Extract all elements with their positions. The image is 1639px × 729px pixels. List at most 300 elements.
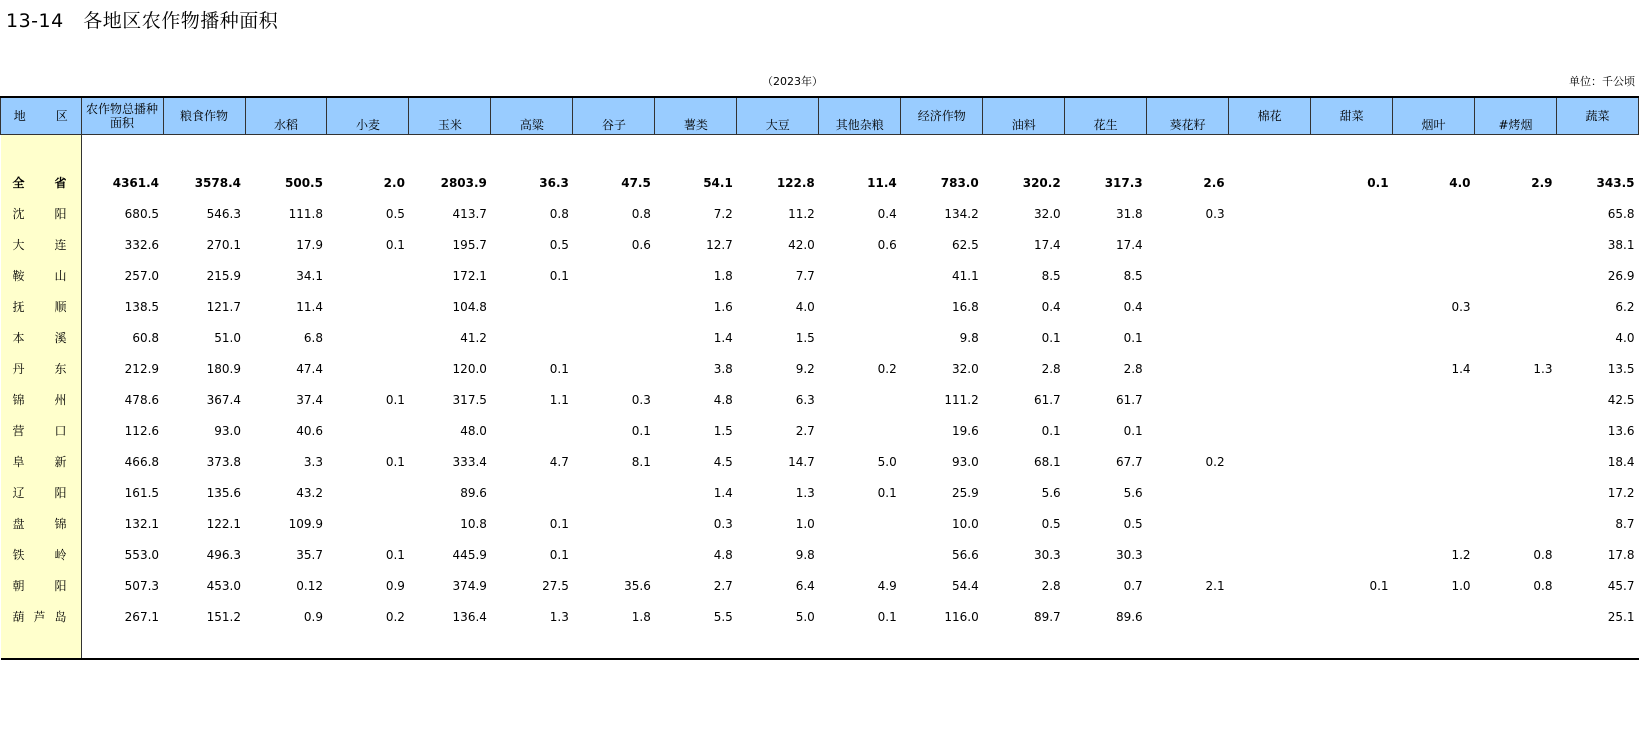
value-cell bbox=[491, 477, 573, 508]
region-char: 连 bbox=[54, 238, 67, 252]
value-cell: 0.4 bbox=[877, 206, 897, 221]
value-cell: 35.7 bbox=[296, 547, 323, 562]
region-cell bbox=[1, 260, 82, 291]
value-cell: 25.1 bbox=[1607, 609, 1635, 624]
value-cell: 2803.9 bbox=[440, 175, 487, 190]
value-cell: 3578.4 bbox=[194, 175, 241, 190]
table-header bbox=[1, 97, 1639, 135]
region-char: 州 bbox=[54, 393, 67, 407]
value-cell: 6.4 bbox=[795, 578, 815, 593]
table-body bbox=[1, 135, 1639, 660]
value-cell: 17.4 bbox=[1033, 237, 1061, 252]
value-cell bbox=[327, 291, 409, 322]
region-char: 鞍 bbox=[12, 269, 25, 283]
value-cell bbox=[1311, 260, 1393, 291]
region-cell bbox=[1, 353, 82, 384]
value-cell: 60.8 bbox=[132, 330, 160, 345]
region-char: 阜 bbox=[12, 455, 25, 469]
value-cell: 8.1 bbox=[631, 454, 651, 469]
header-corn: 玉米 bbox=[409, 116, 491, 135]
value-cell bbox=[1229, 291, 1311, 322]
value-cell: 13.6 bbox=[1607, 423, 1635, 438]
value-cell: 27.5 bbox=[542, 578, 569, 593]
value-cell: 32.0 bbox=[952, 361, 979, 376]
value-cell: 122.1 bbox=[206, 516, 241, 531]
value-cell: 0.1 bbox=[1367, 175, 1389, 190]
header-other-grain: 其他杂粮 bbox=[819, 116, 901, 135]
value-cell: 1.5 bbox=[795, 330, 815, 345]
header-flue-cured: #烤烟 bbox=[1475, 116, 1557, 135]
value-cell: 320.2 bbox=[1022, 175, 1061, 190]
region-cell bbox=[1, 508, 82, 539]
value-cell bbox=[1229, 508, 1311, 539]
value-cell bbox=[1311, 539, 1393, 570]
value-cell bbox=[1311, 291, 1393, 322]
value-cell: 0.6 bbox=[631, 237, 651, 252]
table-row bbox=[1, 446, 1639, 477]
value-cell bbox=[1147, 601, 1229, 632]
value-cell bbox=[1475, 477, 1557, 508]
value-cell: 42.0 bbox=[788, 237, 815, 252]
value-cell: 195.7 bbox=[452, 237, 487, 252]
header-tubers-top bbox=[655, 97, 737, 116]
value-cell: 68.1 bbox=[1033, 454, 1061, 469]
header-wheat: 小麦 bbox=[327, 116, 409, 135]
value-cell: 48.0 bbox=[460, 423, 487, 438]
value-cell bbox=[1475, 601, 1557, 632]
region-cell bbox=[1, 384, 82, 415]
region-cell bbox=[1, 570, 82, 601]
value-cell: 8.5 bbox=[1041, 268, 1061, 283]
region-cell bbox=[1, 632, 82, 659]
value-cell bbox=[1229, 601, 1311, 632]
header-sunflower-top bbox=[1147, 97, 1229, 116]
value-cell: 0.8 bbox=[1533, 578, 1553, 593]
value-cell bbox=[1393, 229, 1475, 260]
table-row bbox=[1, 508, 1639, 539]
region-char: 阳 bbox=[54, 486, 67, 500]
header-corn-top bbox=[409, 97, 491, 116]
value-cell bbox=[1147, 291, 1229, 322]
value-cell: 136.4 bbox=[452, 609, 487, 624]
table-row bbox=[1, 477, 1639, 508]
region-char: 省 bbox=[54, 176, 67, 190]
value-cell: 0.1 bbox=[549, 268, 569, 283]
value-cell: 17.9 bbox=[296, 237, 323, 252]
value-cell: 1.6 bbox=[713, 299, 733, 314]
value-cell: 36.3 bbox=[539, 175, 569, 190]
header-region: 地 区 bbox=[1, 97, 82, 135]
value-cell: 43.2 bbox=[296, 485, 323, 500]
region-cell bbox=[1, 477, 82, 508]
value-cell: 257.0 bbox=[124, 268, 160, 283]
value-cell: 104.8 bbox=[452, 299, 487, 314]
value-cell bbox=[1147, 384, 1229, 415]
header-vegetables: 蔬菜 bbox=[1557, 97, 1639, 135]
value-cell: 1.8 bbox=[631, 609, 651, 624]
value-cell: 4.9 bbox=[877, 578, 897, 593]
header-sorghum: 高粱 bbox=[491, 116, 573, 135]
value-cell: 8.7 bbox=[1615, 516, 1635, 531]
value-cell: 0.3 bbox=[631, 392, 651, 407]
value-cell bbox=[1229, 198, 1311, 229]
header-millet-top bbox=[573, 97, 655, 116]
value-cell bbox=[819, 415, 901, 446]
value-cell bbox=[1311, 384, 1393, 415]
value-cell: 0.1 bbox=[385, 237, 405, 252]
value-cell: 0.12 bbox=[296, 578, 323, 593]
region-char: 锦 bbox=[12, 393, 25, 407]
header-millet: 谷子 bbox=[573, 116, 655, 135]
value-cell bbox=[1393, 198, 1475, 229]
value-cell bbox=[1475, 384, 1557, 415]
region-char: 新 bbox=[54, 455, 67, 469]
value-cell bbox=[1393, 260, 1475, 291]
value-cell: 132.1 bbox=[124, 516, 160, 531]
value-cell: 1.8 bbox=[713, 268, 733, 283]
header-sunflower: 葵花籽 bbox=[1147, 116, 1229, 135]
region-char: 沈 bbox=[12, 207, 25, 221]
value-cell: 61.7 bbox=[1033, 392, 1061, 407]
value-cell: 6.8 bbox=[303, 330, 323, 345]
value-cell: 17.8 bbox=[1607, 547, 1635, 562]
header-grain: 粮食作物 bbox=[163, 97, 245, 135]
value-cell: 180.9 bbox=[206, 361, 241, 376]
value-cell: 4361.4 bbox=[112, 175, 160, 190]
value-cell: 1.5 bbox=[713, 423, 733, 438]
value-cell bbox=[1229, 477, 1311, 508]
value-cell: 19.6 bbox=[952, 423, 979, 438]
value-cell: 553.0 bbox=[124, 547, 160, 562]
value-cell: 1.3 bbox=[549, 609, 569, 624]
value-cell bbox=[819, 539, 901, 570]
region-char: 大 bbox=[12, 238, 25, 252]
value-cell: 161.5 bbox=[124, 485, 160, 500]
value-cell bbox=[1311, 508, 1393, 539]
value-cell: 0.9 bbox=[303, 609, 323, 624]
value-cell: 5.5 bbox=[713, 609, 733, 624]
value-cell bbox=[1147, 229, 1229, 260]
value-cell: 0.1 bbox=[385, 454, 405, 469]
value-cell: 10.8 bbox=[460, 516, 487, 531]
value-cell: 172.1 bbox=[452, 268, 487, 283]
region-cell bbox=[1, 601, 82, 632]
value-cell: 112.6 bbox=[124, 423, 160, 438]
value-cell bbox=[1393, 322, 1475, 353]
value-cell: 8.5 bbox=[1123, 268, 1143, 283]
value-cell bbox=[1311, 446, 1393, 477]
value-cell bbox=[1229, 167, 1311, 198]
region-cell bbox=[1, 446, 82, 477]
region-char: 丹 bbox=[12, 362, 25, 376]
value-cell: 47.5 bbox=[621, 175, 651, 190]
value-cell bbox=[1147, 477, 1229, 508]
value-cell: 61.7 bbox=[1115, 392, 1143, 407]
spacer-row bbox=[1, 135, 1639, 168]
value-cell: 54.4 bbox=[952, 578, 979, 593]
value-cell: 17.2 bbox=[1607, 485, 1635, 500]
value-cell: 466.8 bbox=[124, 454, 160, 469]
value-cell: 0.3 bbox=[713, 516, 733, 531]
value-cell: 1.4 bbox=[713, 330, 733, 345]
region-char: 岭 bbox=[54, 548, 67, 562]
value-cell bbox=[491, 322, 573, 353]
value-cell: 120.0 bbox=[452, 361, 487, 376]
value-cell: 12.7 bbox=[706, 237, 733, 252]
value-cell bbox=[1147, 353, 1229, 384]
value-cell: 89.7 bbox=[1033, 609, 1061, 624]
header-tubers: 薯类 bbox=[655, 116, 737, 135]
value-cell: 37.4 bbox=[296, 392, 323, 407]
value-cell bbox=[1229, 384, 1311, 415]
value-cell: 0.5 bbox=[1041, 516, 1061, 531]
value-cell bbox=[573, 477, 655, 508]
value-cell: 4.5 bbox=[713, 454, 733, 469]
value-cell bbox=[1229, 322, 1311, 353]
value-cell: 138.5 bbox=[124, 299, 160, 314]
table-row bbox=[1, 198, 1639, 229]
table-row bbox=[1, 167, 1639, 198]
header-soybean: 大豆 bbox=[737, 116, 819, 135]
value-cell: 121.7 bbox=[206, 299, 241, 314]
value-cell bbox=[491, 291, 573, 322]
table-row bbox=[1, 601, 1639, 632]
region-char: 盘 bbox=[12, 517, 25, 531]
value-cell bbox=[327, 415, 409, 446]
value-cell bbox=[1393, 601, 1475, 632]
value-cell: 9.2 bbox=[795, 361, 815, 376]
end-cell bbox=[81, 632, 1638, 659]
value-cell: 317.5 bbox=[452, 392, 487, 407]
value-cell: 54.1 bbox=[703, 175, 733, 190]
value-cell: 546.3 bbox=[206, 206, 241, 221]
value-cell: 0.1 bbox=[631, 423, 651, 438]
table-row bbox=[1, 384, 1639, 415]
header-peanut: 花生 bbox=[1065, 116, 1147, 135]
value-cell: 6.2 bbox=[1615, 299, 1635, 314]
year-label: （2023年） bbox=[762, 75, 823, 88]
region-char: 铁 bbox=[12, 548, 25, 562]
value-cell: 0.4 bbox=[1123, 299, 1143, 314]
value-cell: 7.2 bbox=[713, 206, 733, 221]
value-cell: 111.2 bbox=[944, 392, 979, 407]
value-cell: 38.1 bbox=[1607, 237, 1635, 252]
value-cell: 16.8 bbox=[952, 299, 979, 314]
value-cell: 40.6 bbox=[296, 423, 323, 438]
value-cell bbox=[1147, 322, 1229, 353]
value-cell: 45.7 bbox=[1607, 578, 1635, 593]
region-cell bbox=[1, 198, 82, 229]
value-cell: 0.3 bbox=[1451, 299, 1471, 314]
value-cell bbox=[1393, 477, 1475, 508]
value-cell: 0.1 bbox=[1041, 423, 1061, 438]
value-cell bbox=[1229, 260, 1311, 291]
value-cell: 56.6 bbox=[952, 547, 979, 562]
value-cell: 215.9 bbox=[206, 268, 241, 283]
table-row bbox=[1, 260, 1639, 291]
table-row bbox=[1, 415, 1639, 446]
region-char: 朝 bbox=[12, 579, 25, 593]
value-cell: 111.8 bbox=[288, 206, 323, 221]
region-char: 顺 bbox=[54, 300, 67, 314]
region-char: 芦 bbox=[33, 610, 46, 624]
value-cell bbox=[1311, 353, 1393, 384]
value-cell bbox=[573, 291, 655, 322]
value-cell bbox=[573, 260, 655, 291]
value-cell: 41.1 bbox=[952, 268, 979, 283]
value-cell: 343.5 bbox=[1596, 175, 1635, 190]
value-cell bbox=[1393, 384, 1475, 415]
value-cell: 9.8 bbox=[959, 330, 979, 345]
value-cell bbox=[1147, 415, 1229, 446]
value-cell: 135.6 bbox=[206, 485, 241, 500]
value-cell bbox=[1475, 415, 1557, 446]
header-total-area: 农作物总播种面积 bbox=[81, 97, 163, 135]
value-cell: 367.4 bbox=[206, 392, 241, 407]
value-cell bbox=[327, 477, 409, 508]
value-cell bbox=[1311, 415, 1393, 446]
value-cell: 93.0 bbox=[214, 423, 241, 438]
value-cell bbox=[1147, 508, 1229, 539]
value-cell: 0.8 bbox=[1533, 547, 1553, 562]
value-cell: 25.9 bbox=[952, 485, 979, 500]
value-cell: 1.0 bbox=[1451, 578, 1471, 593]
value-cell bbox=[1475, 260, 1557, 291]
value-cell: 0.7 bbox=[1123, 578, 1143, 593]
region-char: 辽 bbox=[12, 486, 25, 500]
value-cell: 89.6 bbox=[460, 485, 487, 500]
value-cell: 0.1 bbox=[385, 547, 405, 562]
value-cell: 1.3 bbox=[795, 485, 815, 500]
value-cell: 317.3 bbox=[1104, 175, 1143, 190]
value-cell: 500.5 bbox=[285, 175, 323, 190]
value-cell: 89.6 bbox=[1115, 609, 1143, 624]
value-cell: 151.2 bbox=[206, 609, 241, 624]
value-cell: 680.5 bbox=[124, 206, 160, 221]
value-cell: 270.1 bbox=[206, 237, 241, 252]
value-cell: 5.0 bbox=[877, 454, 897, 469]
value-cell bbox=[1229, 415, 1311, 446]
unit-label: 单位：千公顷 bbox=[1569, 75, 1635, 88]
value-cell bbox=[491, 415, 573, 446]
value-cell: 42.5 bbox=[1607, 392, 1635, 407]
value-cell bbox=[1393, 415, 1475, 446]
header-sorghum-top bbox=[491, 97, 573, 116]
value-cell bbox=[1229, 353, 1311, 384]
value-cell: 32.0 bbox=[1033, 206, 1061, 221]
header-tobacco: 烟叶 bbox=[1393, 116, 1475, 135]
table-row bbox=[1, 291, 1639, 322]
value-cell: 445.9 bbox=[452, 547, 487, 562]
value-cell: 11.4 bbox=[296, 299, 323, 314]
value-cell: 0.1 bbox=[877, 609, 897, 624]
value-cell: 51.0 bbox=[214, 330, 241, 345]
value-cell: 134.2 bbox=[944, 206, 979, 221]
region-cell bbox=[1, 415, 82, 446]
region-char: 抚 bbox=[12, 300, 25, 314]
value-cell: 5.0 bbox=[795, 609, 815, 624]
region-cell bbox=[1, 291, 82, 322]
value-cell: 783.0 bbox=[940, 175, 979, 190]
value-cell: 4.8 bbox=[713, 547, 733, 562]
header-rice-top bbox=[245, 97, 327, 116]
region-char: 口 bbox=[54, 424, 67, 438]
value-cell: 5.6 bbox=[1041, 485, 1061, 500]
value-cell bbox=[573, 353, 655, 384]
value-cell: 93.0 bbox=[952, 454, 979, 469]
value-cell bbox=[1147, 539, 1229, 570]
region-char: 本 bbox=[12, 331, 25, 345]
table-row bbox=[1, 229, 1639, 260]
value-cell bbox=[1393, 508, 1475, 539]
value-cell: 34.1 bbox=[296, 268, 323, 283]
value-cell bbox=[1475, 508, 1557, 539]
value-cell: 4.8 bbox=[713, 392, 733, 407]
value-cell: 62.5 bbox=[952, 237, 979, 252]
region-cell bbox=[1, 167, 82, 198]
value-cell bbox=[1475, 229, 1557, 260]
value-cell: 0.2 bbox=[877, 361, 897, 376]
value-cell: 2.1 bbox=[1205, 578, 1225, 593]
header-peanut-top bbox=[1065, 97, 1147, 116]
value-cell bbox=[1311, 198, 1393, 229]
value-cell: 0.9 bbox=[385, 578, 405, 593]
header-cotton: 棉花 bbox=[1229, 97, 1311, 135]
spacer-cell bbox=[81, 135, 1638, 168]
value-cell: 0.1 bbox=[877, 485, 897, 500]
value-cell: 496.3 bbox=[206, 547, 241, 562]
region-cell bbox=[1, 135, 82, 168]
header-economic: 经济作物 bbox=[901, 97, 983, 135]
value-cell: 0.6 bbox=[877, 237, 897, 252]
value-cell bbox=[1311, 477, 1393, 508]
region-char: 山 bbox=[54, 269, 67, 283]
value-cell bbox=[1311, 601, 1393, 632]
value-cell: 17.4 bbox=[1115, 237, 1143, 252]
value-cell: 7.7 bbox=[795, 268, 815, 283]
value-cell: 0.2 bbox=[1205, 454, 1225, 469]
value-cell: 18.4 bbox=[1607, 454, 1635, 469]
header-beet: 甜菜 bbox=[1311, 97, 1393, 135]
value-cell: 109.9 bbox=[288, 516, 323, 531]
value-cell: 0.5 bbox=[549, 237, 569, 252]
value-cell bbox=[327, 508, 409, 539]
value-cell bbox=[819, 260, 901, 291]
value-cell: 5.6 bbox=[1123, 485, 1143, 500]
value-cell: 0.1 bbox=[1041, 330, 1061, 345]
region-cell bbox=[1, 229, 82, 260]
region-char: 营 bbox=[12, 424, 25, 438]
value-cell: 1.3 bbox=[1533, 361, 1553, 376]
value-cell: 9.8 bbox=[795, 547, 815, 562]
crop-area-table-container bbox=[0, 96, 1639, 698]
value-cell: 332.6 bbox=[124, 237, 160, 252]
value-cell bbox=[819, 322, 901, 353]
value-cell: 1.4 bbox=[1451, 361, 1471, 376]
table-row bbox=[1, 322, 1639, 353]
value-cell: 0.8 bbox=[549, 206, 569, 221]
value-cell: 116.0 bbox=[944, 609, 979, 624]
value-cell bbox=[1475, 446, 1557, 477]
value-cell: 0.1 bbox=[385, 392, 405, 407]
region-char: 东 bbox=[54, 362, 67, 376]
header-rice: 水稻 bbox=[245, 116, 327, 135]
value-cell bbox=[1311, 322, 1393, 353]
value-cell bbox=[1229, 570, 1311, 601]
value-cell: 30.3 bbox=[1033, 547, 1061, 562]
value-cell: 11.2 bbox=[788, 206, 815, 221]
value-cell: 413.7 bbox=[452, 206, 487, 221]
